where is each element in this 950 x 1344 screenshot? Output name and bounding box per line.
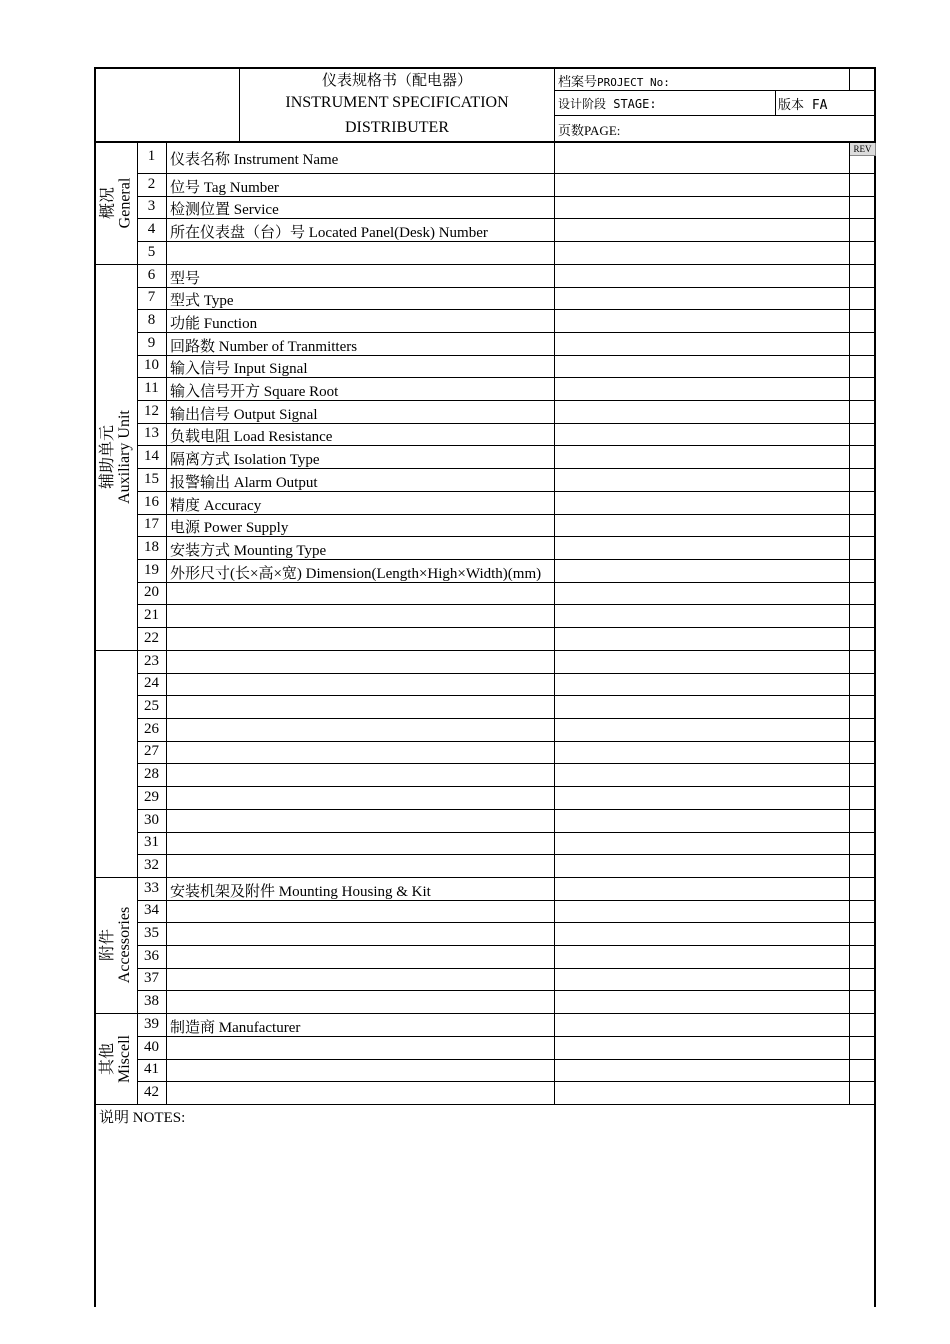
section-label-en: Miscell [116, 1034, 133, 1083]
grid-line [849, 141, 850, 1104]
row-number: 39 [144, 1015, 159, 1032]
row-value-cell[interactable] [555, 333, 849, 355]
row-value-cell[interactable] [555, 356, 849, 377]
row-number: 19 [144, 561, 159, 578]
row-value-cell[interactable] [555, 537, 849, 559]
project-no-label [558, 71, 670, 90]
row-number: 40 [144, 1038, 159, 1055]
row-value-cell[interactable] [555, 991, 849, 1013]
row-number: 30 [144, 811, 159, 828]
row-value-cell[interactable] [555, 787, 849, 809]
grid-line [554, 67, 555, 141]
row-number: 17 [144, 516, 159, 532]
row-number: 5 [147, 243, 156, 260]
row-number: 2 [147, 175, 156, 192]
row-value-cell[interactable] [555, 446, 849, 468]
section-label [95, 877, 137, 1013]
row-number: 12 [144, 402, 159, 419]
stage-label: 设计阶段 STAGE: [558, 97, 657, 111]
row-value-cell[interactable] [555, 742, 849, 763]
page-label: 页数PAGE: [558, 123, 621, 138]
section-label-cn: 附件 [99, 928, 117, 962]
header-title-en-2: DISTRIBUTER [345, 119, 449, 136]
row-number: 1 [147, 148, 156, 164]
row-value-cell[interactable] [555, 583, 849, 604]
row-number: 13 [144, 425, 159, 441]
row-number: 23 [144, 652, 159, 669]
row-label: 型式 Type [170, 293, 234, 309]
row-number: 3 [147, 198, 156, 214]
row-label: 隔离方式 Isolation Type [170, 451, 320, 468]
row-value-cell[interactable] [555, 378, 849, 400]
row-value-cell[interactable] [555, 197, 849, 218]
row-number: 24 [144, 675, 159, 691]
row-number: 18 [144, 538, 159, 555]
row-label: 仪表名称 Instrument Name [170, 152, 339, 168]
row-number: 32 [144, 856, 159, 873]
row-value-cell[interactable] [555, 719, 849, 741]
project-no-en: PROJECT No: [597, 76, 670, 89]
header-title-en-1: INSTRUMENT SPECIFICATION [285, 94, 509, 111]
row-label: 精度 Accuracy [170, 497, 262, 514]
section-label-en: Auxiliary Unit [116, 410, 134, 504]
row-number: 41 [144, 1061, 159, 1077]
row-number: 36 [144, 947, 159, 964]
row-value-cell[interactable] [555, 515, 849, 536]
row-number: 15 [144, 470, 159, 487]
row-label: 型号 [170, 270, 201, 287]
row-number: 22 [144, 629, 159, 646]
grid-line [95, 1104, 876, 1105]
row-number: 6 [147, 266, 156, 283]
row-value-cell[interactable] [555, 242, 849, 264]
row-number: 38 [144, 992, 159, 1009]
row-value-cell[interactable] [555, 310, 849, 332]
row-value-cell[interactable] [555, 696, 849, 718]
row-number: 20 [144, 584, 159, 600]
row-value-cell[interactable] [555, 1014, 849, 1036]
section-label [95, 1013, 137, 1104]
row-number: 27 [144, 743, 159, 759]
row-number: 10 [144, 357, 159, 373]
row-label: 输入信号 Input Signal [170, 361, 308, 377]
row-label: 输入信号开方 Square Root [170, 383, 339, 400]
section-label-text [99, 907, 133, 983]
row-value-cell[interactable] [555, 764, 849, 786]
row-value-cell[interactable] [555, 1037, 849, 1059]
version-label: 版本 FA [778, 98, 828, 113]
row-value-cell[interactable] [555, 219, 849, 241]
section-label-text [99, 1035, 133, 1083]
section-label [95, 264, 137, 650]
row-label: 负载电阻 Load Resistance [170, 429, 333, 445]
grid-line [775, 90, 776, 115]
row-value-cell[interactable] [555, 969, 849, 990]
section-label-text [99, 410, 133, 504]
row-value-cell[interactable] [555, 923, 849, 945]
row-number: 14 [144, 447, 159, 464]
row-value-cell[interactable] [555, 142, 849, 173]
row-label: 报警输出 Alarm Output [170, 474, 318, 491]
row-label: 功能 Function [170, 315, 258, 332]
section-label-en: General [116, 177, 134, 228]
project-no-cn: 档案号 [558, 74, 598, 89]
row-value-cell[interactable] [555, 833, 849, 854]
row-label: 制造商 Manufacturer [170, 1019, 301, 1036]
row-number: 26 [144, 720, 159, 737]
row-value-cell[interactable] [555, 651, 849, 673]
row-label: 回路数 Number of Tranmitters [170, 338, 358, 355]
row-label: 安装方式 Mounting Type [170, 542, 327, 559]
row-number: 29 [144, 788, 159, 805]
row-number: 4 [147, 220, 156, 237]
grid-line [166, 141, 167, 1104]
row-value-cell[interactable] [555, 878, 849, 900]
row-value-cell[interactable] [555, 492, 849, 514]
grid-line [849, 67, 850, 90]
row-label: 输出信号 Output Signal [170, 406, 318, 423]
header-title-cn: 仪表规格书（配电器） [321, 73, 472, 89]
rev-badge: REV [849, 142, 876, 156]
section-label-text [99, 177, 133, 228]
row-value-cell[interactable] [555, 855, 849, 877]
row-number: 16 [144, 493, 159, 510]
row-number: 8 [147, 311, 156, 328]
section-label-cn: 其他 [99, 1042, 116, 1075]
section-label-en: Accessories [116, 906, 134, 984]
row-value-cell[interactable] [555, 1082, 849, 1104]
row-number: 35 [144, 924, 159, 941]
row-label: 所在仪表盘（台）号 Located Panel(Desk) Number [170, 224, 488, 241]
row-value-cell[interactable] [555, 605, 849, 627]
row-value-cell[interactable] [555, 674, 849, 695]
row-number: 34 [144, 902, 159, 918]
row-value-cell[interactable] [555, 1060, 849, 1081]
row-label: 安装机架及附件 Mounting Housing & Kit [170, 883, 431, 900]
grid-line [239, 67, 240, 141]
row-label: 外形尺寸(长×高×宽) Dimension(Length×High×Width)(mm) [170, 565, 542, 582]
row-value-cell[interactable] [555, 288, 849, 309]
grid-line [554, 115, 876, 116]
row-value-cell[interactable] [555, 174, 849, 196]
row-label: 电源 Power Supply [170, 520, 289, 536]
section-label-cn: 辅助单元 [99, 424, 117, 490]
row-value-cell[interactable] [555, 265, 849, 287]
row-number: 33 [144, 879, 159, 896]
row-value-cell[interactable] [555, 946, 849, 968]
row-value-cell[interactable] [555, 469, 849, 491]
row-value-cell[interactable] [555, 628, 849, 650]
row-number: 37 [144, 970, 159, 986]
row-value-cell[interactable] [555, 810, 849, 832]
row-value-cell[interactable] [555, 901, 849, 922]
row-value-cell[interactable] [555, 401, 849, 423]
section-label [95, 650, 137, 877]
grid-line [554, 90, 876, 91]
notes-label: 说明 NOTES: [99, 1110, 186, 1126]
row-value-cell[interactable] [555, 560, 849, 582]
row-label: 检测位置 Service [170, 202, 279, 218]
row-number: 9 [147, 334, 156, 351]
row-number: 25 [144, 697, 159, 714]
row-number: 7 [147, 289, 156, 305]
section-label [95, 141, 137, 264]
row-number: 28 [144, 765, 159, 782]
section-label-cn: 概况 [99, 186, 117, 219]
row-value-cell[interactable] [555, 424, 849, 445]
row-number: 11 [144, 379, 159, 396]
row-number: 21 [144, 606, 159, 623]
row-number: 42 [144, 1083, 159, 1100]
row-number: 31 [144, 834, 159, 850]
row-label: 位号 Tag Number [170, 179, 279, 196]
